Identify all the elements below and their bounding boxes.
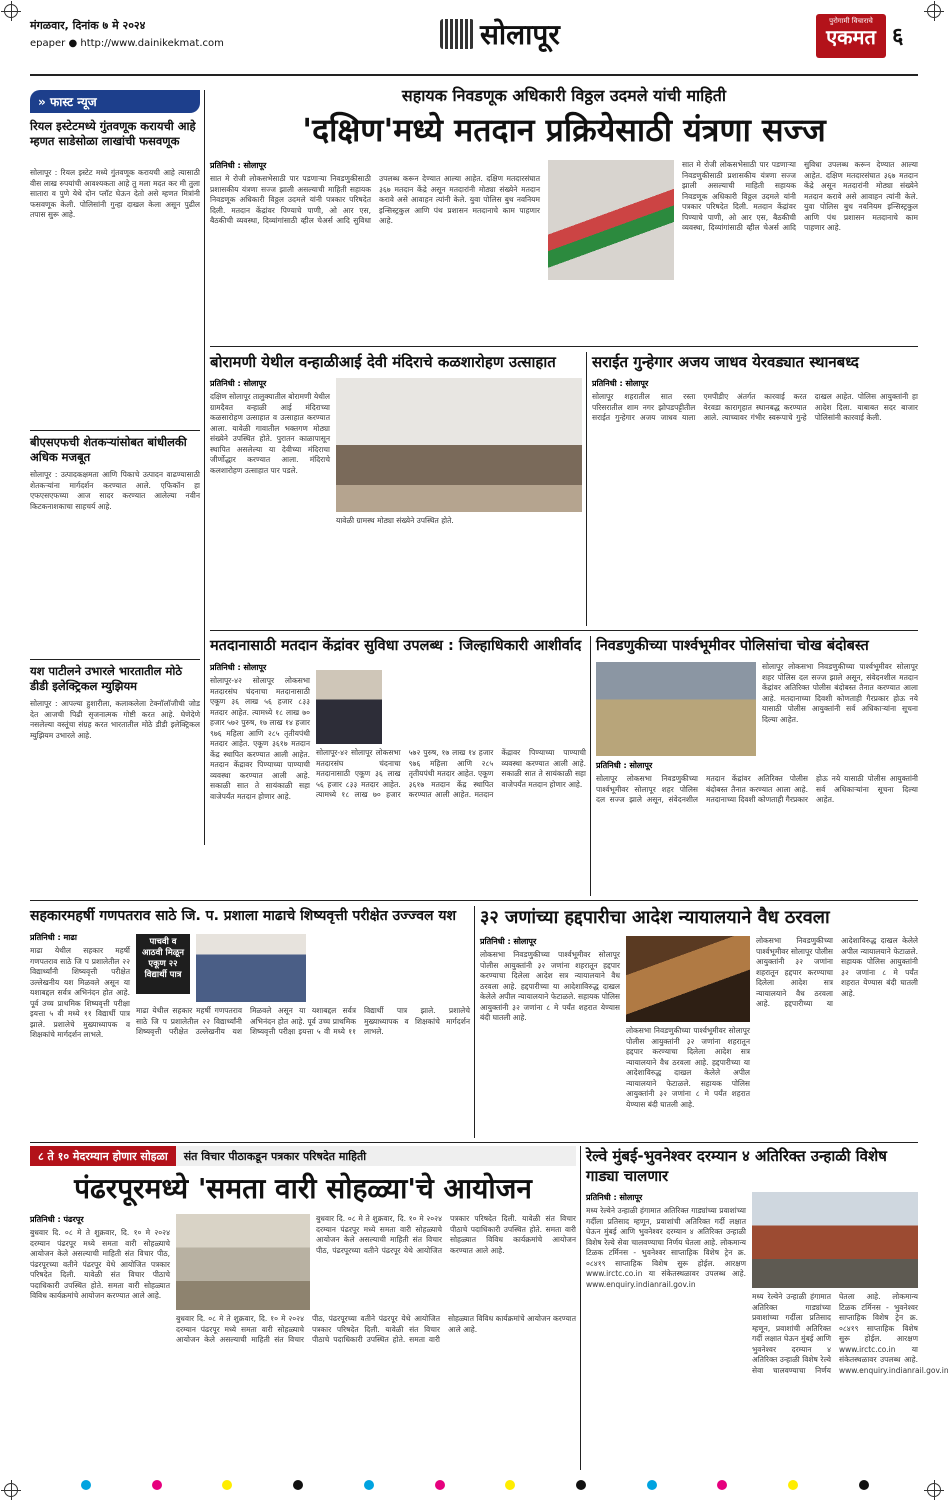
jadhav-text — [592, 378, 918, 624]
jadhav-story — [592, 352, 918, 626]
column-divider — [590, 636, 591, 896]
fast-news-body: सोलापूर : उत्पादकक्षमता आणि पिकाचे उत्पादन वाढण्यासाठी शेतकऱ्यांना मार्गदर्शन करण्यात आले. एफिकॉन हा एफएसएफच्या आज सादर करण्यात आलेल्या नवीन किटकनाशकाचा साहचर्य आहे. — [30, 470, 200, 511]
fast-news-body: सोलापूर : आपल्या हुशारीला, कलाकलेला टेक्नॉलॉजीची जोड देत आजची पिढी सृजनात्मक गोष्टी करत आहे. घेणेदेणे नसलेल्या वस्तूंचा संग्रह करत भारतातील मोठे डीडी इलेक्ट्रिकल म्युझियम उभारले आहे. — [30, 699, 200, 740]
court-body-right: लोकसभा निवडणुकीच्या पार्श्वभूमीवर सोलापूर पोलीस आयुक्तांनी ३२ जणांना शहरातून हद्दपार करण्याचा दिलेला आदेश सत्र न्यायालयाने वैध ठरवला आहे. हद्दपारीच्या या आदेशाविरुद्ध दाखल केलेले अपील न्यायालयाने फेटाळले. सहायक पोलिस आयुक्तांनी ३२ जणांना ८ मे पर्यंत शहरात येण्यास बंदी घातली आहे. — [756, 936, 918, 1008]
black-swatch — [859, 1480, 869, 1490]
divider — [30, 659, 200, 660]
fast-news-headline: यश पाटीलने उभारले भारतातील मोठे डीडी इलेक्ट्रिकल म्युझियम — [30, 664, 183, 693]
gavel-photo — [626, 936, 750, 1022]
city-title — [440, 14, 580, 54]
police-body: सोलापूर लोकसभा निवडणुकीच्या पार्श्वभूमीवर सोलापूर शहर पोलिस दल सज्ज झाले असून, संवेदनशील मतदान केंद्रांवर अतिरिक्त पोलीस बंदोबस्त तैनात करण्यात आला आहे. मतदानाच्या दिवशी कोणताही गैरप्रकार होऊ नये यासाठी पोलीस आयुक्तांनी सर्व अधिकाऱ्यांना सूचना दिल्या आहेत. — [596, 774, 918, 804]
column-divider — [474, 906, 475, 1138]
lead-body-continued — [548, 284, 674, 340]
fast-news-item — [30, 119, 200, 426]
magenta-swatch — [152, 1480, 162, 1490]
masthead-rule — [30, 74, 918, 76]
edition-date: मंगळवार, दिनांक ७ मे २०२४ — [30, 19, 146, 32]
temple-photo — [336, 378, 582, 512]
scholarship-story — [30, 906, 470, 1138]
pandharpur-story — [30, 1170, 576, 1470]
divider — [210, 346, 918, 347]
lead-body: सात मे रोजी लोकसभेसाठी पार पडणाऱ्या निवडणुकीसाठी प्रशासकीय यंत्रणा सज्ज झाली असल्याची माहिती सहायक निवडणूक अधिकारी विठ्ठल उदमले यांनी पत्रकार परिषदेत दिली. मतदान केंद्रांवर पिण्याचे पाणी, ओ आर एस, बैठकीची व्यवस्था, दिव्यांगांसाठी व्हील चेअर्स आदि सुविधा उपलब्ध करून देण्यात आल्या आहेत. दक्षिण मतदारसंघात ३६७ मतदान केंद्रे असून मतदारांनी मोठ्या संख्येने मतदान करावे असे आवाहन त्यांनी केले. युवा पोलिस बुथ नवनियम इन्सिस्ट्रकुल आणि पंथ प्रशासन मतदानाचे काम पाहणार आहे. — [210, 174, 540, 225]
scholarship-highlight-box: पाचवी व आठवी मिळून एकूण २२ विद्यार्थी पात्र — [136, 934, 190, 994]
divider — [210, 630, 918, 631]
fast-news-label-bar — [30, 90, 200, 113]
collector-text-left — [210, 662, 310, 894]
police-headline: निवडणुकीच्या पार्श्वभूमीवर पोलिसांचा चोख बंदोबस्त — [596, 638, 869, 654]
court-body: लोकसभा निवडणुकीच्या पार्श्वभूमीवर सोलापूर पोलीस आयुक्तांनी ३२ जणांना शहरातून हद्दपार करण्याचा दिलेला आदेश सत्र न्यायालयाने वैध ठरवला आहे. हद्दपारीच्या या आदेशाविरुद्ध दाखल केलेले अपील न्यायालयाने फेटाळले. सहायक पोलिस आयुक्तांनी ३२ जणांना ८ मे पर्यंत शहरात येण्यास बंदी घातली आहे. — [480, 950, 620, 1022]
police-photo — [596, 662, 756, 756]
crop-mark-bottom-right — [927, 1483, 941, 1497]
railway-body-right: मध्य रेल्वेने उन्हाळी हंगामात अतिरिक्त गाड्यांच्या प्रवाशांच्या गर्दीला प्रतिसाद म्हणून, प्रवाशांची अतिरिक्त गर्दी लक्षात घेऊन मुंबई आणि भुवनेश्वर दरम्यान ४ अतिरिक्त उन्हाळी विशेष रेल्वे सेवा चालवण्याचा निर्णय घेतला आहे. लोकमान्य टिळक टर्मिनस - भुवनेश्वर साप्ताहिक विशेष ट्रेन क्र. ०८४१९ साप्ताहिक विशेष सुरू होईल. आरक्षण www.irctc.co.in या संकेतस्थळावर उपलब्ध आहे. www.enquiry.indianrail.gov.in — [752, 1292, 949, 1375]
collector-body-continued: सोलापूर-४२ सोलापूर लोकसभा मतदारसंघ चंदनाचा मतदानासाठी एकूण ३६ लाख ५६ हजार ८३३ मतदार आहेत. त्यामध्ये १८ लाख ७० हजार ५७२ पुरुष, १७ लाख १४ हजार ९७६ महिला आणि २८५ तृतीयपंथी मतदार आहेत. एकूण ३६१७ मतदान केंद्र स्थापित करण्यात आली आहेत. मतदान केंद्रावर पिण्याच्या पाण्याची व्यवस्था करण्यात आली आहे. सकाळी सात ते सायंकाळी सहा वाजेपर्यंत मतदान होणार आहे. — [316, 748, 586, 799]
fast-news-headline: रियल इस्टेटमध्ये गुंतवणूक करायची आहे म्हणत साडेसोळा लाखांची फसवणूक — [30, 119, 196, 148]
banner-red-label: ८ ते १० मेदरम्यान होणार सोहळा — [30, 1146, 176, 1166]
black-swatch — [293, 1480, 303, 1490]
column-divider — [204, 90, 205, 845]
black-swatch — [576, 1480, 586, 1490]
jadhav-headline: सराईत गुन्हेगार अजय जाधव येरवड्यात स्थानबध्द — [592, 353, 859, 371]
banner-text: संत विचार पीठाकडून पत्रकार परिषदेत माहिती — [183, 1149, 367, 1163]
pandharpur-headline: पंढरपूरमध्ये 'समता वारी सोहळ्या'चे आयोजन — [74, 1172, 532, 1205]
byline: प्रतिनिधी : माढा — [30, 933, 77, 942]
byline: प्रतिनिधी : सोलापूर — [480, 937, 537, 946]
students-photo — [196, 934, 306, 1002]
court-headline: ३२ जणांच्या हद्दपारीचा आदेश न्यायालयाने वैध ठरवला — [480, 907, 830, 928]
page-number: ६ — [892, 24, 904, 49]
brand-logo — [816, 14, 886, 58]
double-chevron-icon: » — [38, 95, 46, 109]
cyan-swatch — [364, 1480, 374, 1490]
fast-news-body: सोलापूर : रियल इस्टेट मध्ये गुंतवणूक करायची आहे त्यासाठी वीस लाख रुपयांची आवश्यकता आहे तु मला मदत कर मी तुला सातारा व पुणे येथे दोन प्लॉट घेऊन देतो असे म्हणत मित्रांनी फसवणूक केली. पोलिसांनी गुन्हा दाखल केला असून पुढील तपास सुरू आहे. — [30, 168, 200, 219]
byline: प्रतिनिधी : सोलापूर — [210, 161, 267, 170]
city-name: सोलापूर — [480, 18, 560, 51]
column-divider — [580, 1146, 581, 1470]
voting-hand-photo — [548, 160, 674, 280]
pandharpur-body-top: बुधवार दि. ०८ मे ते शुक्रवार, दि. १० मे २०२४ दरम्यान पंढरपूर मध्ये समता वारी सोहळ्याचे आयोजन केले असल्याची माहिती संत विचार पीठ, पंढरपूरच्या वतीने पंढरपूर येथे आयोजित पत्रकार परिषदेत दिली. यावेळी संत विचार पीठाचे पदाधिकारी उपस्थित होते. समता वारी सोहळ्यात विविध कार्यक्रमांचे आयोजन करण्यात आले आहे. — [316, 1214, 576, 1255]
police-text-right — [762, 662, 918, 756]
fast-news-label: फास्ट न्यूज — [49, 95, 97, 109]
pandharpur-banner — [30, 1146, 576, 1166]
train-photo — [752, 1192, 918, 1288]
yellow-swatch — [788, 1480, 798, 1490]
fast-news-item — [30, 435, 200, 655]
court-story — [480, 906, 918, 1138]
city-emblem-icon — [440, 19, 474, 49]
police-body-top: सोलापूर लोकसभा निवडणुकीच्या पार्श्वभूमीवर सोलापूर शहर पोलिस दल सज्ज झाले असून, संवेदनशील मतदान केंद्रांवर अतिरिक्त पोलीस बंदोबस्त तैनात करण्यात आला आहे. मतदानाच्या दिवशी कोणताही गैरप्रकार होऊ नये यासाठी पोलीस आयुक्तांनी सर्व अधिकाऱ्यांना सूचना दिल्या आहेत. — [762, 662, 918, 724]
registration-bar — [80, 1480, 870, 1494]
lead-text-right — [682, 160, 918, 340]
epaper-link[interactable] — [30, 38, 224, 49]
lead-text-left — [210, 160, 540, 340]
lead-body-right: सात मे रोजी लोकसभेसाठी पार पडणाऱ्या निवडणुकीसाठी प्रशासकीय यंत्रणा सज्ज झाली असल्याची माहिती सहायक निवडणूक अधिकारी विठ्ठल उदमले यांनी पत्रकार परिषदेत दिली. मतदान केंद्रांवर पिण्याचे पाणी, ओ आर एस, बैठकीची व्यवस्था, दिव्यांगांसाठी व्हील चेअर्स आदि सुविधा उपलब्ध करून देण्यात आल्या आहेत. दक्षिण मतदारसंघात ३६७ मतदान केंद्रे असून मतदारांनी मोठ्या संख्येने मतदान करावे असे आवाहन त्यांनी केले. युवा पोलिस बुथ नवनियम इन्सिस्ट्रकुल आणि पंथ प्रशासन मतदानाचे काम पाहणार आहे. — [682, 160, 918, 232]
divider — [30, 430, 200, 431]
cyan-swatch — [81, 1480, 91, 1490]
collector-story — [210, 636, 586, 896]
magenta-swatch — [717, 1480, 727, 1490]
lead-headline: 'दक्षिण'मध्ये मतदान प्रक्रियेसाठी यंत्रणा सज्ज — [302, 111, 826, 149]
scholarship-body: माढा येथील सहकार महर्षी गणपतराव साठे जि प प्रशालेतील २२ विद्यार्थ्यांनी शिष्यवृत्ती परीक्षेत उल्लेखनीय यश मिळवले असून या यशाबद्दल सर्वत्र अभिनंदन होत आहे. पूर्व उच्च प्राथमिक शिष्यवृत्ती परीक्षा इयत्ता ५ वी मध्ये ११ विद्यार्थी पात्र झाले. प्रशालेचे मुख्याध्यापक व शिक्षकांचे मार्गदर्शन लाभले. — [30, 946, 130, 1039]
site-url: http://www.dainikekmat.com — [80, 38, 224, 49]
yellow-swatch — [505, 1480, 515, 1490]
jadhav-body: सोलापूर शहरातील सात रस्ता परिसरातील शाम नगर झोपडपट्टीतील सराईत गुन्हेगार अजय जाधव याला एमपीडीए अंतर्गत कारवाई करत येरवडा कारागृहात स्थानबद्ध करण्यात आले. त्याच्यावर गंभीर स्वरूपाचे गुन्हे दाखल आहेत. पोलिस आयुक्तांनी हा आदेश दिला. याबाबत सदर बाजार पोलिसांनी कारवाई केली. — [592, 392, 918, 422]
brand-name: एकमत — [826, 25, 876, 49]
scholarship-headline: सहकारमहर्षी गणपतराव साठे जि. प. प्रशाला माढाचे शिष्यवृत्ती परीक्षेत उज्ज्वल यश — [30, 908, 457, 924]
boramani-caption: यावेळी ग्रामस्थ मोठ्या संख्येने उपस्थित होते. — [336, 516, 454, 525]
fast-news-headline: बीएसएफची शेतकऱ्यांसोबत बांधीलकी अधिक मजबूत — [30, 435, 187, 464]
cyan-swatch — [647, 1480, 657, 1490]
byline: प्रतिनिधी : सोलापूर — [210, 379, 267, 388]
byline: प्रतिनिधी : सोलापूर — [592, 379, 649, 388]
court-body-mid: लोकसभा निवडणुकीच्या पार्श्वभूमीवर सोलापूर पोलीस आयुक्तांनी ३२ जणांना शहरातून हद्दपार करण्याचा दिलेला आदेश सत्र न्यायालयाने वैध ठरवला आहे. हद्दपारीच्या या आदेशाविरुद्ध दाखल केलेले अपील न्यायालयाने फेटाळले. सहायक पोलिस आयुक्तांनी ३२ जणांना ८ मे पर्यंत शहरात येण्यास बंदी घातली आहे. — [626, 1026, 750, 1109]
magenta-swatch — [435, 1480, 445, 1490]
boramani-story — [210, 352, 582, 626]
boramani-headline: बोरामणी येथील वन्हाळीआई देवी मंदिराचे कळशारोहण उत्साहात — [210, 353, 556, 371]
pandharpur-body: बुधवार दि. ०८ मे ते शुक्रवार, दि. १० मे २०२४ दरम्यान पंढरपूर मध्ये समता वारी सोहळ्याचे आयोजन केले असल्याची माहिती संत विचार पीठ, पंढरपूरच्या वतीने पंढरपूर येथे आयोजित पत्रकार परिषदेत दिली. यावेळी संत विचार पीठाचे पदाधिकारी उपस्थित होते. समता वारी सोहळ्यात विविध कार्यक्रमांचे आयोजन करण्यात आले आहे. — [30, 1228, 170, 1300]
lead-kicker: सहायक निवडणूक अधिकारी विठ्ठल उदमले यांची माहिती — [401, 86, 727, 105]
yellow-swatch — [222, 1480, 232, 1490]
railway-headline: रेल्वे मुंबई-भुवनेश्वर दरम्यान ४ अतिरिक्त उन्हाळी विशेष गाड्या चालणार — [586, 1147, 887, 1185]
collector-portrait — [316, 670, 382, 744]
lead-story — [210, 84, 918, 342]
railway-body: मध्य रेल्वेने उन्हाळी हंगामात अतिरिक्त गाड्यांच्या प्रवाशांच्या गर्दीला प्रतिसाद म्हणून, प्रवाशांची अतिरिक्त गर्दी लक्षात घेऊन मुंबई आणि भुवनेश्वर दरम्यान ४ अतिरिक्त उन्हाळी विशेष रेल्वे सेवा चालवण्याचा निर्णय घेतला आहे. लोकमान्य टिळक टर्मिनस - भुवनेश्वर साप्ताहिक विशेष ट्रेन क्र. ०८४१९ साप्ताहिक विशेष सुरू होईल. आरक्षण www.irctc.co.in या संकेतस्थळावर उपलब्ध आहे. www.enquiry.indianrail.gov.in — [586, 1206, 746, 1289]
crop-mark-bottom-left — [4, 1483, 18, 1497]
collector-body: सोलापूर-४२ सोलापूर लोकसभा मतदारसंघ चंदनाचा मतदानासाठी एकूण ३६ लाख ५६ हजार ८३३ मतदार आहेत. त्यामध्ये १८ लाख ७० हजार ५७२ पुरुष, १७ लाख १४ हजार ९७६ महिला आणि २८५ तृतीयपंथी मतदार आहेत. एकूण ३६१७ मतदान केंद्र स्थापित करण्यात आली आहेत. मतदान केंद्रावर पिण्याच्या पाण्याची व्यवस्था करण्यात आली आहे. सकाळी सात ते सायंकाळी सहा वाजेपर्यंत मतदान होणार आहे. — [210, 676, 310, 801]
crop-mark-top-right — [927, 4, 941, 18]
globe-icon: ● — [68, 38, 78, 49]
boramani-text — [210, 378, 330, 624]
pandharpur-text-left — [30, 1214, 170, 1468]
press-conference-photo — [176, 1214, 310, 1310]
brand-tagline: पुरोगामी विचाराचे — [829, 17, 873, 25]
byline: प्रतिनिधी : सोलापूर — [596, 761, 653, 770]
scholarship-body-continued: माढा येथील सहकार महर्षी गणपतराव साठे जि प प्रशालेतील २२ विद्यार्थ्यांनी शिष्यवृत्ती परीक्षेत उल्लेखनीय यश मिळवले असून या यशाबद्दल सर्वत्र अभिनंदन होत आहे. पूर्व उच्च प्राथमिक शिष्यवृत्ती परीक्षा इयत्ता ५ वी मध्ये ११ विद्यार्थी पात्र झाले. प्रशालेचे मुख्याध्यापक व शिक्षकांचे मार्गदर्शन लाभले. — [136, 1006, 470, 1036]
fast-news-column — [30, 90, 200, 845]
divider — [30, 900, 918, 901]
police-story — [596, 636, 918, 896]
railway-story — [586, 1146, 949, 1470]
masthead — [30, 14, 918, 72]
divider — [30, 1142, 918, 1143]
boramani-body: दक्षिण सोलापूर तालुक्यातील बोरामणी येथील ग्रामदैवत वन्हाळी आई मंदिराच्या कळसारोहण उत्साहात व उत्साहात करण्यात आला. यावेळी गावातील भक्तगण मोठ्या संख्येने उपस्थित होते. पुरातन काळापासून स्थापित असलेल्या या देवीच्या मंदिराचा जीर्णोद्धार करण्यात आला. मंदिराचे कलशारोहण उत्साहात पार पडले. — [210, 392, 330, 475]
collector-headline: मतदानासाठी मतदान केंद्रांवर सुविधा उपलब्ध : जिल्हाधिकारी आशीर्वाद — [210, 638, 582, 654]
byline: प्रतिनिधी : सोलापूर — [586, 1193, 643, 1202]
byline: प्रतिनिधी : पंढरपूर — [30, 1215, 84, 1224]
epaper-label: epaper — [30, 38, 66, 49]
court-text-left — [480, 936, 620, 1136]
column-divider — [586, 352, 587, 626]
railway-text-left — [586, 1192, 746, 1468]
byline: प्रतिनिधी : सोलापूर — [210, 663, 267, 672]
scholarship-text-left — [30, 932, 130, 1136]
crop-mark-top-left — [4, 4, 18, 18]
pandharpur-body-bottom: बुधवार दि. ०८ मे ते शुक्रवार, दि. १० मे २०२४ दरम्यान पंढरपूर मध्ये समता वारी सोहळ्याचे आयोजन केले असल्याची माहिती संत विचार पीठ, पंढरपूरच्या वतीने पंढरपूर येथे आयोजित पत्रकार परिषदेत दिली. यावेळी संत विचार पीठाचे पदाधिकारी उपस्थित होते. समता वारी सोहळ्यात विविध कार्यक्रमांचे आयोजन करण्यात आले आहे. — [176, 1314, 577, 1344]
police-text-bottom — [596, 760, 918, 894]
fast-news-item — [30, 664, 200, 869]
